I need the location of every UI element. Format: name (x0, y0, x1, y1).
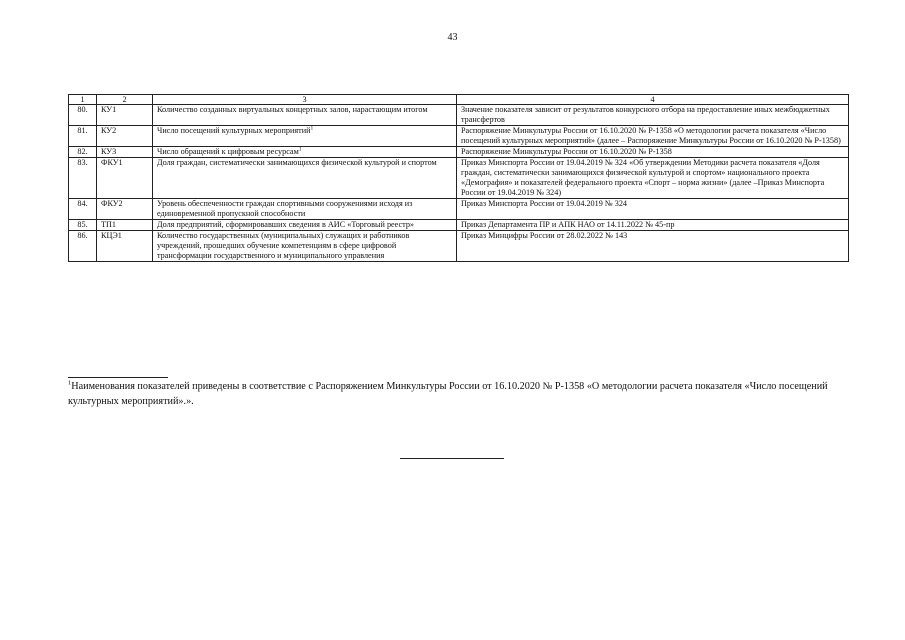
row-number: 83. (69, 158, 97, 199)
row-number: 81. (69, 126, 97, 147)
indicator-source: Приказ Минцифры России от 28.02.2022 № 143 (457, 231, 849, 262)
indicator-source: Приказ Минспорта России от 19.04.2019 № 324 (457, 199, 849, 220)
row-number: 84. (69, 199, 97, 220)
indicator-code: ТП1 (97, 220, 153, 231)
row-number: 80. (69, 105, 97, 126)
table-row (69, 105, 849, 126)
table-row (69, 126, 849, 147)
page-number: 43 (447, 32, 458, 43)
table-row (69, 199, 849, 220)
indicator-code: КУ1 (97, 105, 153, 126)
indicator-source: Распоряжение Минкультуры России от 16.10.2020 № Р-1358 (457, 147, 849, 158)
indicator-name-text: Количество государственных (муниципальных) служащих и работников учреждений, прошедших обучение компетенциям в сфере цифровой трансформации государственного и муниципального управления (157, 231, 410, 260)
row-number: 82. (69, 147, 97, 158)
row-number: 85. (69, 220, 97, 231)
indicator-code: ФКУ2 (97, 199, 153, 220)
indicator-code: КУ3 (97, 147, 153, 158)
indicator-name (153, 158, 457, 199)
indicator-name-text: Доля предприятий, сформировавших сведения в АИС «Торговый реестр» (157, 220, 415, 229)
indicator-name (153, 105, 457, 126)
row-number: 86. (69, 231, 97, 262)
indicator-source: Распоряжение Минкультуры России от 16.10.2020 № Р-1358 «О методологии расчета показателя «Число посещений культурных мероприятий» (далее – Распоряжение Минкультуры России от 16.10.2020 № Р-1358) (457, 126, 849, 147)
table-header-row (69, 95, 849, 105)
indicator-source: Приказ Департамента ПР и АПК НАО от 14.11.2022 № 45-пр (457, 220, 849, 231)
indicator-source: Значение показателя зависит от результатов конкурсного отбора на предоставление иных межбюджетных трансфертов (457, 105, 849, 126)
indicator-code: КЦЭ1 (97, 231, 153, 262)
indicator-name-text: Уровень обеспеченности граждан спортивными сооружениями исходя из единовременной пропускной способности (157, 199, 413, 218)
indicators-table (68, 94, 849, 262)
footnote (68, 379, 853, 409)
indicator-source: Приказ Минспорта России от 19.04.2019 № 324 «Об утверждении Методики расчета показателя «Доля граждан, систематически занимающихся физической культурой и спортом» национального проекта «Демография» и показателей федерального проекта «Спорт – норма жизни» (далее –Приказ Минспорта России от 19.04.2019 № 324) (457, 158, 849, 199)
indicator-name-text: Доля граждан, систематически занимающихся физической культурой и спортом (157, 158, 437, 167)
header-cell-3: 3 (153, 95, 457, 105)
indicator-code: ФКУ1 (97, 158, 153, 199)
table-row (69, 147, 849, 158)
table-row (69, 158, 849, 199)
footnote-mark: 1 (68, 379, 72, 387)
indicator-name (153, 220, 457, 231)
table-row (69, 220, 849, 231)
table-row (69, 231, 849, 262)
header-cell-2: 2 (97, 95, 153, 105)
footnote-reference: 1 (310, 125, 314, 132)
footnote-text: Наименования показателей приведены в соответствие с Распоряжением Минкультуры России от 16.10.2020 № Р-1358 «О методологии расчета показателя «Число посещений культурных мероприятий».». (68, 381, 828, 407)
header-cell-1: 1 (69, 95, 97, 105)
indicator-name-text: Число обращений к цифровым ресурсам (157, 147, 299, 156)
footnote-separator (68, 377, 168, 378)
header-cell-4: 4 (457, 95, 849, 105)
indicator-name (153, 126, 457, 147)
indicator-code: КУ2 (97, 126, 153, 147)
indicator-name (153, 147, 457, 158)
indicator-name-text: Число посещений культурных мероприятий (157, 126, 311, 135)
indicator-name (153, 231, 457, 262)
indicator-name (153, 199, 457, 220)
footnote-reference: 1 (298, 146, 302, 153)
end-of-document-line (400, 458, 504, 459)
indicator-name-text: Количество созданных виртуальных концертных залов, нарастающим итогом (157, 105, 428, 114)
